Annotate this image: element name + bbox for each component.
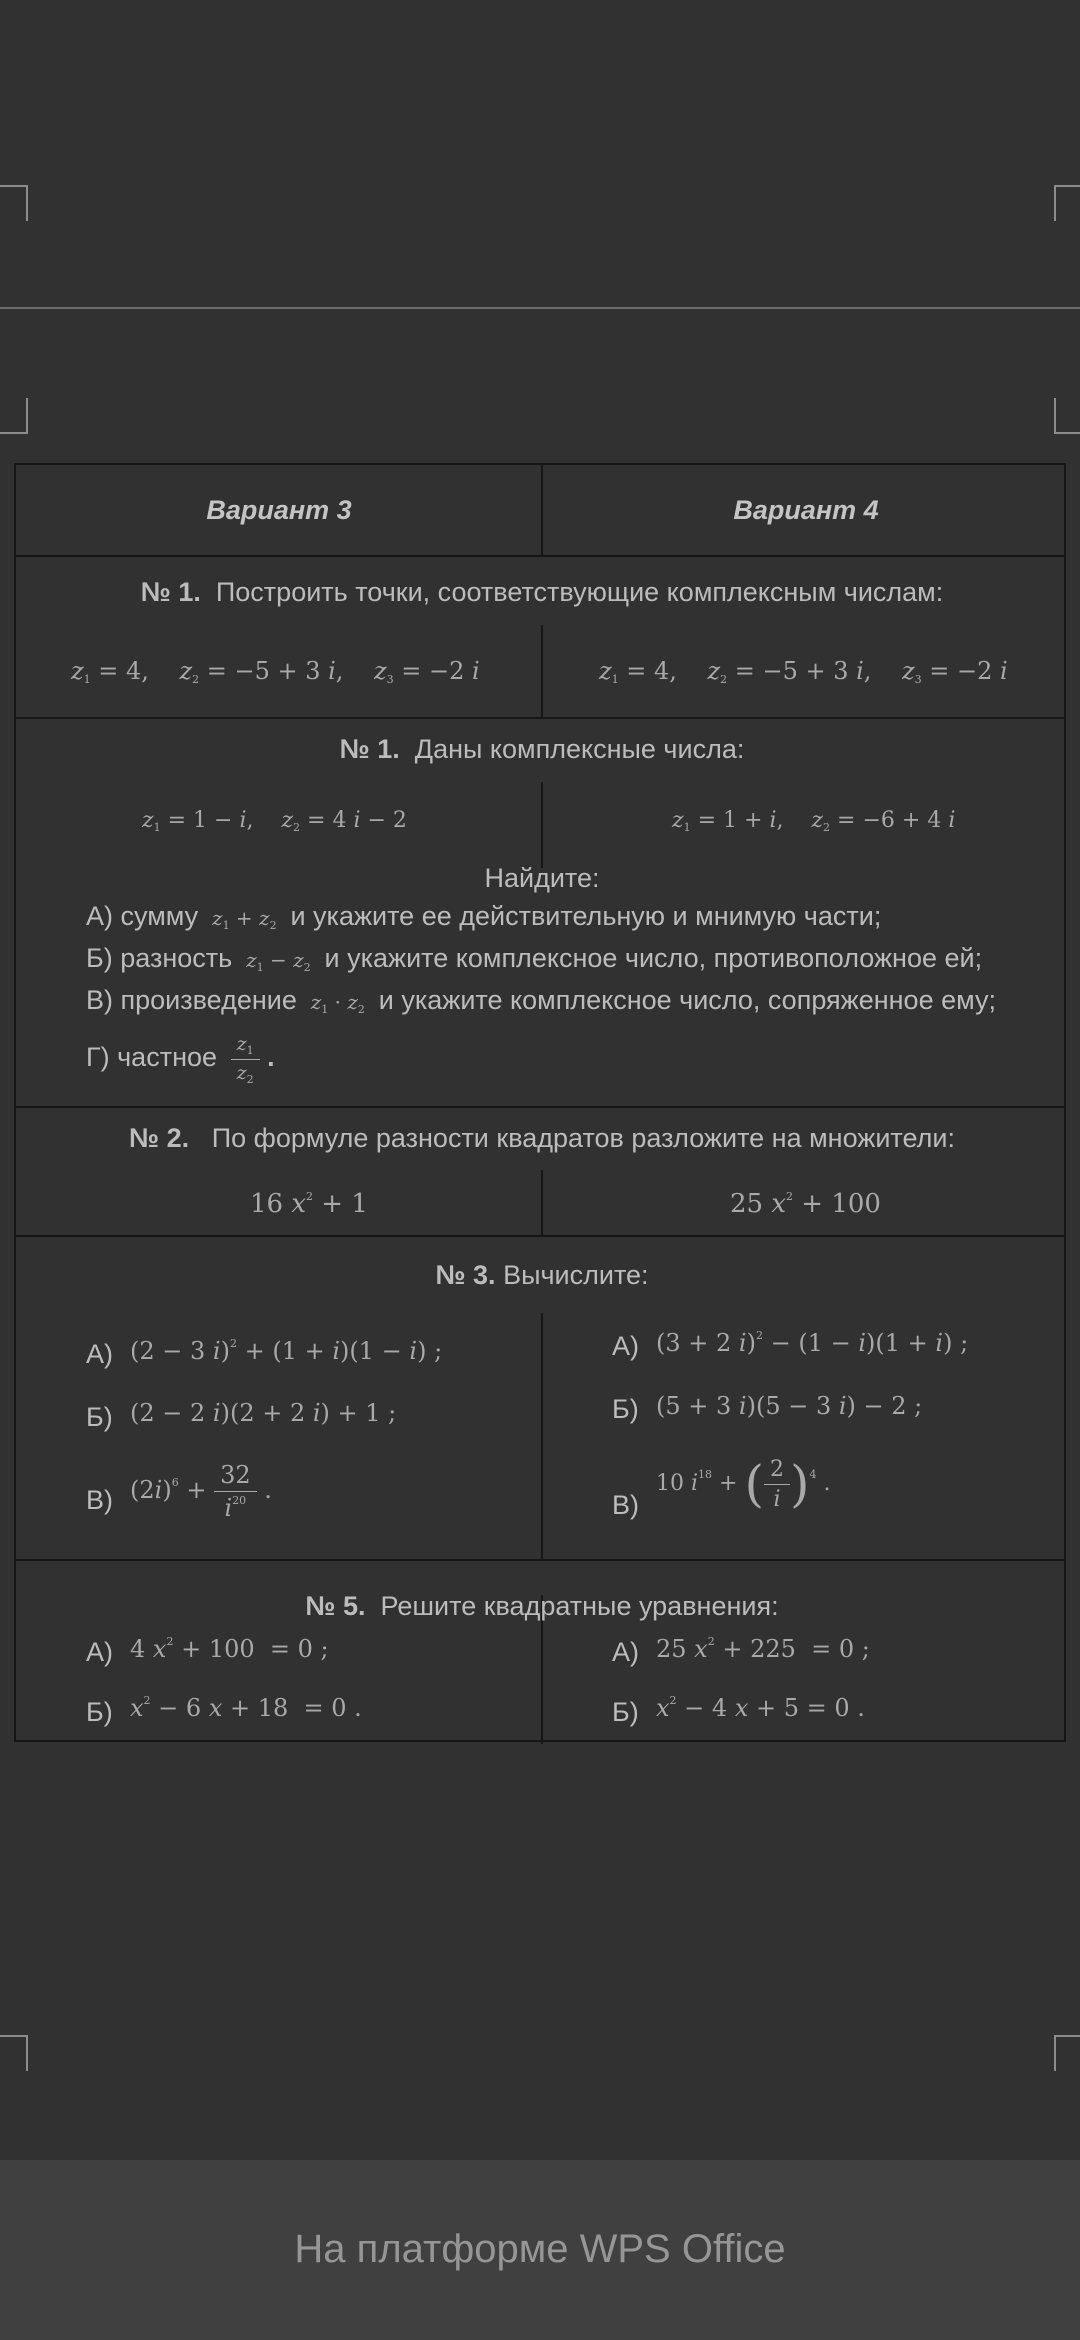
item-text: и укажите ее действительную и мнимую части; (290, 901, 882, 931)
page-corner-mark (1054, 398, 1080, 434)
task-3-a-label-v3: А) (86, 1339, 113, 1369)
exercise-table (14, 463, 1066, 1742)
math-expr: $\frac{z_1}{z_2}$ (225, 1048, 260, 1070)
task-3-title (435, 1260, 648, 1291)
task-2-expr-v4: 25 $x^2 + 100$ (730, 1189, 881, 1219)
math-expr: $z_1 \cdot z_2$ (310, 990, 365, 1016)
item-label: В) произведение (86, 985, 297, 1015)
table-divider (16, 1106, 1064, 1108)
task-2-title (129, 1123, 955, 1154)
item-label: Г) частное (86, 1041, 218, 1072)
task-text: Решите квадратные уравнения: (380, 1591, 779, 1621)
task-3-b-expr-v3: (2 − 2 i)(2 + 2 i) + 1 ; (130, 1399, 397, 1427)
task-1-numbers-v4: $z_1 = 4$, $z_2 = -5 + 3$ i, $z_3 = -2$ i (599, 657, 1008, 686)
task-3-b-expr-v4: (5 + 3 i)(5 − 3 i) − 2 ; (656, 1392, 923, 1420)
item-label: А) сумму (86, 901, 199, 931)
variant-4-header: Вариант 4 (733, 495, 879, 525)
item-b (86, 943, 982, 974)
task-number: № 5. (305, 1591, 366, 1621)
task-3-a-label-v4: А) (612, 1331, 639, 1361)
item-label: Б) разность (86, 943, 233, 973)
page-corner-mark (0, 2035, 28, 2071)
task-text: По формуле разности квадратов разложите на множители: (211, 1123, 955, 1153)
task-5-b-expr-v4: $x^2 - 4$ x + 5 = 0 . (656, 1694, 865, 1722)
task-5-b-label-v4: Б) (612, 1697, 639, 1727)
task-number: № 3. (435, 1260, 496, 1290)
task-3-b-label-v3: Б) (86, 1402, 113, 1432)
page-corner-mark (1054, 185, 1080, 221)
page-corner-mark (1054, 2035, 1080, 2071)
wps-banner[interactable] (0, 2160, 1080, 2340)
task-3-b-label-v4: Б) (612, 1394, 639, 1424)
page-corner-mark (0, 398, 28, 434)
page-corner-mark (0, 185, 28, 221)
column-divider (541, 625, 543, 717)
item-c (86, 985, 996, 1016)
item-text: и укажите комплексное число, противоположное ей; (324, 943, 983, 973)
column-divider (541, 1170, 543, 1235)
task-1-title (141, 577, 944, 608)
task-text: Даны комплексные числа: (414, 734, 745, 764)
task-3-a-expr-v4: (3 + 2 i)$^2$ − (1 − i)(1 + i) ; (656, 1329, 969, 1357)
math-expr: $z_1 - z_2$ (246, 948, 311, 974)
task-number: № 1. (339, 734, 400, 764)
task-3-a-expr-v3: (2 − 3 i)$^2$ + (1 + i)(1 − i) ; (130, 1337, 443, 1365)
task-3-v-label-v4: В) (612, 1490, 639, 1520)
banner-text: На платформе WPS Office (294, 2227, 786, 2271)
task-5-a-expr-v4: 25 $x^2 + 225 = 0$ ; (656, 1635, 870, 1663)
task-5-a-label-v4: А) (612, 1637, 639, 1667)
task-text: Построить точки, соответствующие комплексным числам: (215, 577, 944, 607)
column-divider (541, 1313, 543, 1559)
task-5-b-label-v3: Б) (86, 1697, 113, 1727)
find-label: Найдите: (484, 863, 600, 893)
task-number: № 1. (140, 577, 201, 607)
task-5-a-expr-v3: 4 $x^2 + 100 = 0$ ; (130, 1635, 329, 1663)
task-number: № 2. (129, 1123, 190, 1153)
task-5-a-label-v3: А) (86, 1637, 113, 1667)
task-5-title (305, 1591, 778, 1622)
task-3-v-label-v3: В) (86, 1485, 113, 1515)
task-1b-numbers-v4: $z_1 = 1 + i$, $z_2 = -6 + 4$ i (672, 808, 956, 834)
variant-3-header: Вариант 3 (206, 495, 352, 525)
task-3-v-expr-v4: 10 $i^{18}$ + ( $\frac{2}{i}$ )$^4$ . (656, 1455, 831, 1513)
page-separator (0, 307, 1080, 309)
table-divider (16, 717, 1064, 719)
table-divider (16, 1235, 1064, 1237)
table-divider (16, 555, 1064, 557)
math-expr: $z_1 + z_2$ (212, 906, 277, 932)
item-d: Г) частное $\frac{z_1}{z_2}$ . (86, 1033, 275, 1086)
task-3-v-expr-v3: $(2i)^6$ + $\frac{32}{i^{20}}$ . (130, 1461, 272, 1522)
task-text: Вычислите: (503, 1260, 649, 1290)
item-a (86, 901, 881, 932)
task-1b-title (340, 734, 745, 765)
task-5-b-expr-v3: $x^2 - 6$ x + 18 = 0 . (130, 1694, 362, 1722)
task-1b-numbers-v3: $z_1 = 1 - i$, $z_2 = 4$ i − 2 (142, 808, 407, 834)
table-divider (16, 1559, 1064, 1561)
task-1-numbers-v3: $z_1 = 4$, $z_2 = -5 + 3$ i, $z_3 = -2$ i (71, 657, 480, 686)
column-divider (541, 782, 543, 868)
task-2-expr-v3: 16 $x^2 + 1$ (250, 1189, 368, 1219)
item-text: и укажите комплексное число, сопряженное ему; (378, 985, 996, 1015)
column-divider (541, 465, 543, 555)
